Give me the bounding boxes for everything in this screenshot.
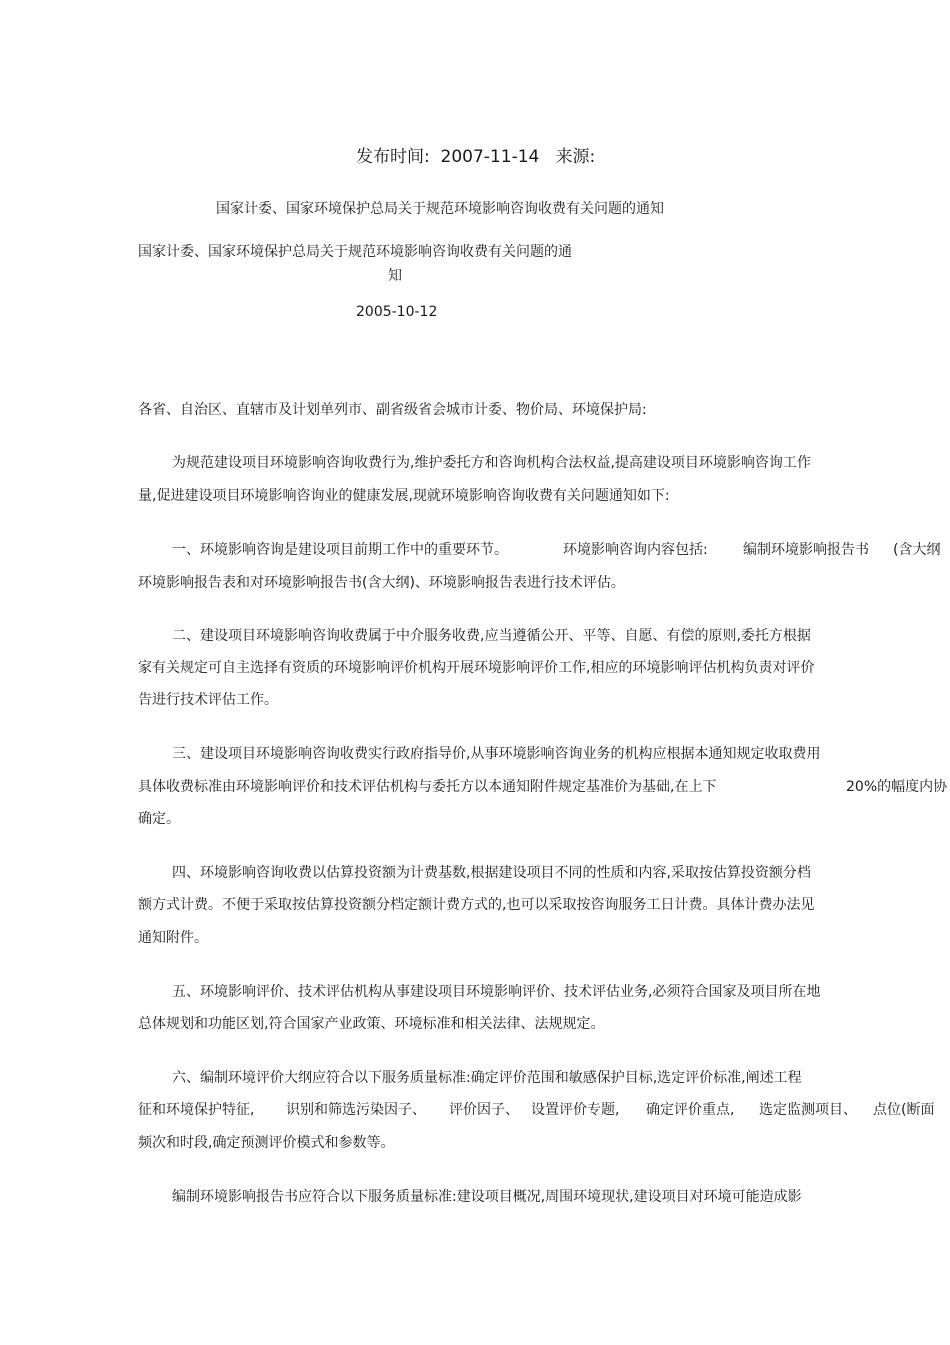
intro-line: 量,促进建设项目环境影响咨询业的健康发展,现就环境影响咨询收费有关问题通知如下: <box>138 488 670 504</box>
paragraph-2-line: 告进行技术评估工作。 <box>138 692 278 708</box>
paragraph-1-line: 环境影响报告表和对环境影响报告书(含大纲)、环境影响报告表进行技术评估。 <box>138 575 625 591</box>
paragraph-6-part: 选定监测项目、 <box>759 1102 857 1118</box>
paragraph-1-part: 环境影响咨询内容包括: <box>563 542 708 558</box>
paragraph-6-line: 六、编制环境评价大纲应符合以下服务质量标准:确定评价范围和敏感保护目标,选定评价标准,阐述工程 <box>172 1070 802 1086</box>
paragraph-3-line: 确定。 <box>138 811 180 827</box>
publish-label: 发布时间: <box>356 147 430 167</box>
paragraph-4-line: 四、环境影响咨询收费以估算投资额为计费基数,根据建设项目不同的性质和内容,采取按估算投资额分档 <box>172 865 811 881</box>
paragraph-7-line: 编制环境影响报告书应符合以下服务质量标准:建设项目概况,周围环境现状,建设项目对环境可能造成影 <box>172 1189 802 1205</box>
paragraph-6-part: 评价因子、 <box>449 1102 519 1118</box>
paragraph-6-line: 频次和时段,确定预测评价模式和参数等。 <box>138 1135 395 1151</box>
document-title: 国家计委、国家环境保护总局关于规范环境影响咨询收费有关问题的通知 <box>216 201 664 217</box>
paragraph-6-part: 设置评价专题, <box>531 1102 620 1118</box>
paragraph-1-part: (含大纲 <box>893 542 941 558</box>
paragraph-5-line: 总体规划和功能区划,符合国家产业政策、环境标准和相关法律、法规规定。 <box>138 1016 605 1032</box>
paragraph-3-line: 三、建设项目环境影响咨询收费实行政府指导价,从事环境影响咨询业务的机构应根据本通知规定收取费用 <box>172 746 821 762</box>
paragraph-6-part: 征和环境保护特征, <box>138 1102 255 1118</box>
salutation: 各省、自治区、直辖市及计划单列市、副省级省会城市计委、物价局、环境保护局: <box>138 402 647 418</box>
paragraph-4-line: 通知附件。 <box>138 930 208 946</box>
document-title-repeat: 国家计委、国家环境保护总局关于规范环境影响咨询收费有关问题的通 <box>138 244 572 260</box>
paragraph-2-line: 二、建设项目环境影响咨询收费属于中介服务收费,应当遵循公开、平等、自愿、有偿的原则,委托方根据 <box>172 628 811 644</box>
paragraph-2-line: 家有关规定可自主选择有资质的环境影响评价机构开展环境影响评价工作,相应的环境影响评估机构负责对评价 <box>138 660 815 676</box>
paragraph-4-line: 额方式计费。不便于采取按估算投资额分档定额计费方式的,也可以采取按咨询服务工日计费。具体计费办法见 <box>138 897 815 913</box>
intro-line: 为规范建设项目环境影响咨询收费行为,维护委托方和咨询机构合法权益,提高建设项目环境影响咨询工作 <box>172 455 811 471</box>
paragraph-6-part: 点位(断面 <box>873 1102 935 1118</box>
publish-info <box>356 146 595 168</box>
document-date: 2005-10-12 <box>356 304 438 320</box>
publish-date: 2007-11-14 <box>440 147 540 167</box>
source-label: 来源: <box>555 147 596 167</box>
paragraph-1-part: 编制环境影响报告书 <box>743 542 869 558</box>
paragraph-5-line: 五、环境影响评价、技术评估机构从事建设项目环境影响评价、技术评估业务,必须符合国家及项目所在地 <box>172 984 821 1000</box>
paragraph-3-part: 20%的幅度内协 <box>846 779 948 795</box>
paragraph-3-line: 具体收费标准由环境影响评价和技术评估机构与委托方以本通知附件规定基准价为基础,在上下 <box>138 779 717 795</box>
document-title-repeat-end: 知 <box>388 268 402 284</box>
paragraph-6-part: 识别和筛选污染因子、 <box>286 1102 426 1118</box>
paragraph-6-part: 确定评价重点, <box>646 1102 735 1118</box>
paragraph-1-part: 一、环境影响咨询是建设项目前期工作中的重要环节。 <box>172 542 508 558</box>
